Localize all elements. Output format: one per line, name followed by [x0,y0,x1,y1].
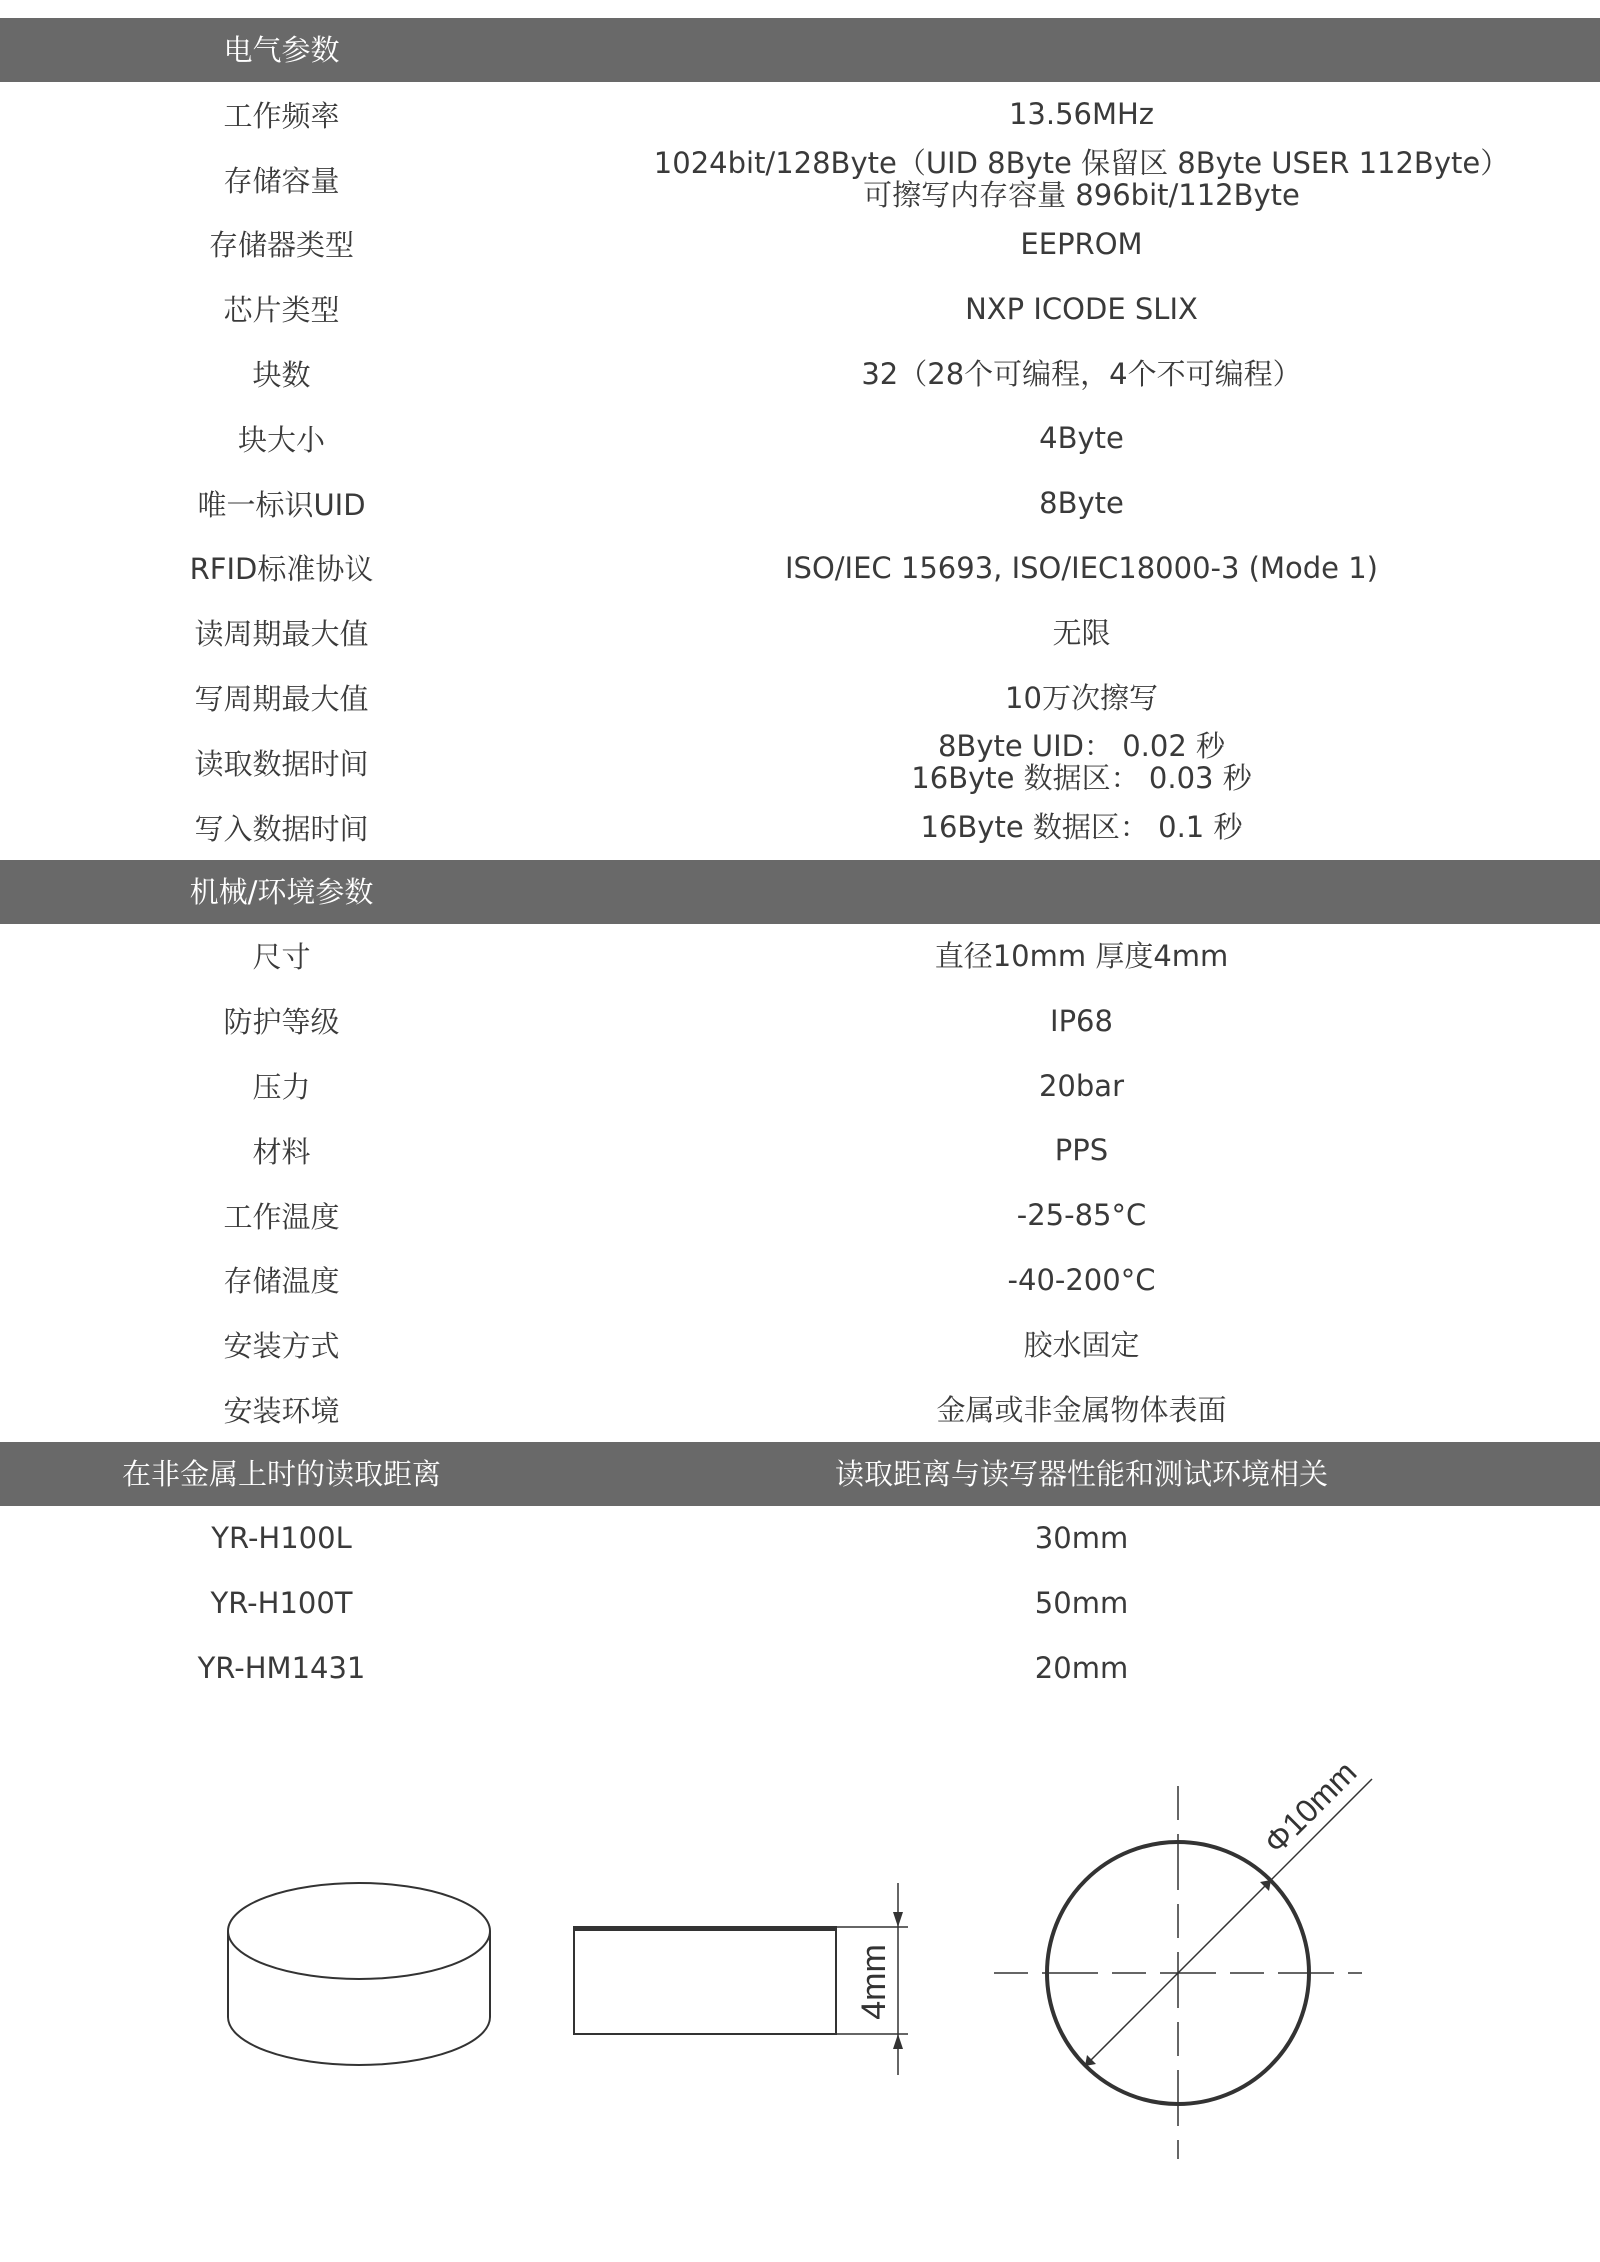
row-value-line: 32（28个可编程，4个不可编程） [861,356,1302,391]
table-row [0,536,1600,601]
row-value [563,1636,1600,1701]
table-row [0,82,1600,147]
table-row [0,795,1600,860]
distance-rows [0,1506,1600,1700]
row-value-line: 10万次擦写 [1005,680,1158,715]
row-label: 块大小 [237,422,325,457]
row-label: YR-HM1431 [197,1650,366,1685]
row-value-line: 金属或非金属物体表面 [936,1392,1227,1427]
thickness-label: 4mm [855,1944,893,2020]
row-value-line: 13.56MHz [1008,97,1155,132]
row-value-line: 20mm [1034,1650,1129,1685]
row-value-line: 50mm [1034,1586,1129,1621]
row-value-line: 30mm [1034,1521,1129,1556]
row-label: 写入数据时间 [194,811,369,846]
row-label: 写周期最大值 [194,682,369,717]
table-row [0,1053,1600,1118]
row-value-line: 8Byte UID： 0.02 秒 [937,729,1226,764]
section-header-distance [0,1442,1600,1506]
row-label: 芯片类型 [223,293,340,328]
row-label: 尺寸 [252,940,311,975]
electrical-rows [0,82,1600,860]
table-row [0,988,1600,1053]
row-value [563,536,1600,601]
row-value [563,1118,1600,1183]
cylinder-perspective-view [228,1883,490,2065]
row-value-line: 8Byte [1039,486,1124,521]
row-label: 存储温度 [223,1264,340,1299]
row-value-line: 16Byte 数据区： 0.1 秒 [920,810,1243,845]
row-value [563,1183,1600,1248]
row-value [563,471,1600,536]
row-value-line: 直径10mm 厚度4mm [934,938,1229,973]
row-value [563,1312,1600,1377]
table-row [0,212,1600,277]
row-value-line: 胶水固定 [1023,1327,1140,1362]
table-row [0,665,1600,730]
tag-dimension-drawing [0,1740,1600,2180]
section-title: 机械/环境参数 [189,874,374,909]
top-view [994,1779,1372,2159]
mechanical-rows [0,924,1600,1442]
table-row [0,924,1600,989]
row-label: 存储器类型 [208,228,354,263]
table-row [0,1636,1600,1701]
row-value-line: 1024bit/128Byte（UID 8Byte 保留区 8Byte USER 112Byte） [653,146,1510,181]
row-value [563,147,1600,212]
row-value [563,276,1600,341]
spec-sheet [0,18,1600,1700]
row-value [563,82,1600,147]
row-label: 块数 [252,358,311,393]
row-value-line: PPS [1054,1133,1109,1168]
row-label: 唯一标识UID [197,487,366,522]
row-value [563,1377,1600,1442]
row-value-line: ISO/IEC 15693, ISO/IEC18000-3 (Mode 1) [785,550,1378,585]
row-label: 防护等级 [223,1005,340,1040]
row-value-line-2: 可擦写内存容量 896bit/112Byte [863,178,1300,213]
row-value-line: -25-85°C [1016,1198,1147,1233]
row-label: RFID标准协议 [189,552,374,587]
row-label: 存储容量 [223,163,340,198]
row-value-line-2: 16Byte 数据区： 0.03 秒 [911,761,1252,796]
row-value [563,341,1600,406]
row-value [563,600,1600,665]
row-value [563,1053,1600,1118]
row-label: 读取数据时间 [194,746,369,781]
row-label: YR-H100L [211,1521,352,1556]
table-row [0,730,1600,795]
section-header-mechanical [0,860,1600,924]
row-label: 读周期最大值 [194,617,369,652]
row-value [563,665,1600,730]
table-row [0,1571,1600,1636]
diameter-label: Φ10mm [1257,1754,1364,1861]
table-row [0,1248,1600,1313]
row-value-line: 4Byte [1039,421,1124,456]
table-row [0,600,1600,665]
row-value [563,924,1600,989]
row-value-line: 20bar [1038,1068,1124,1103]
row-label: YR-H100T [210,1586,353,1621]
row-value-line: EEPROM [1020,226,1143,261]
row-value-line: -40-200°C [1007,1262,1156,1297]
section-title: 在非金属上时的读取距离 [121,1456,441,1491]
section-header-electrical [0,18,1600,82]
row-label: 工作温度 [223,1199,340,1234]
table-row [0,341,1600,406]
table-row [0,276,1600,341]
row-value-line: NXP ICODE SLIX [965,291,1198,326]
row-label: 材料 [252,1134,311,1169]
row-value [563,1248,1600,1313]
row-value [563,1506,1600,1571]
row-label: 压力 [252,1070,311,1105]
table-row [0,1118,1600,1183]
section-title: 电气参数 [223,33,340,67]
row-value [563,988,1600,1053]
row-value-line: IP68 [1050,1003,1113,1038]
row-label: 安装环境 [223,1394,340,1429]
row-value-line: 无限 [1052,615,1111,650]
row-label: 工作频率 [223,98,340,133]
table-row [0,406,1600,471]
row-value [563,406,1600,471]
table-row [0,471,1600,536]
section-note: 读取距离与读写器性能和测试环境相关 [834,1456,1328,1491]
table-row [0,1506,1600,1571]
row-value [563,730,1600,795]
table-row [0,1183,1600,1248]
row-value [563,212,1600,277]
table-row [0,1377,1600,1442]
row-value [563,795,1600,860]
table-row [0,1312,1600,1377]
row-label: 安装方式 [223,1329,340,1364]
table-row [0,147,1600,212]
row-value [563,1571,1600,1636]
